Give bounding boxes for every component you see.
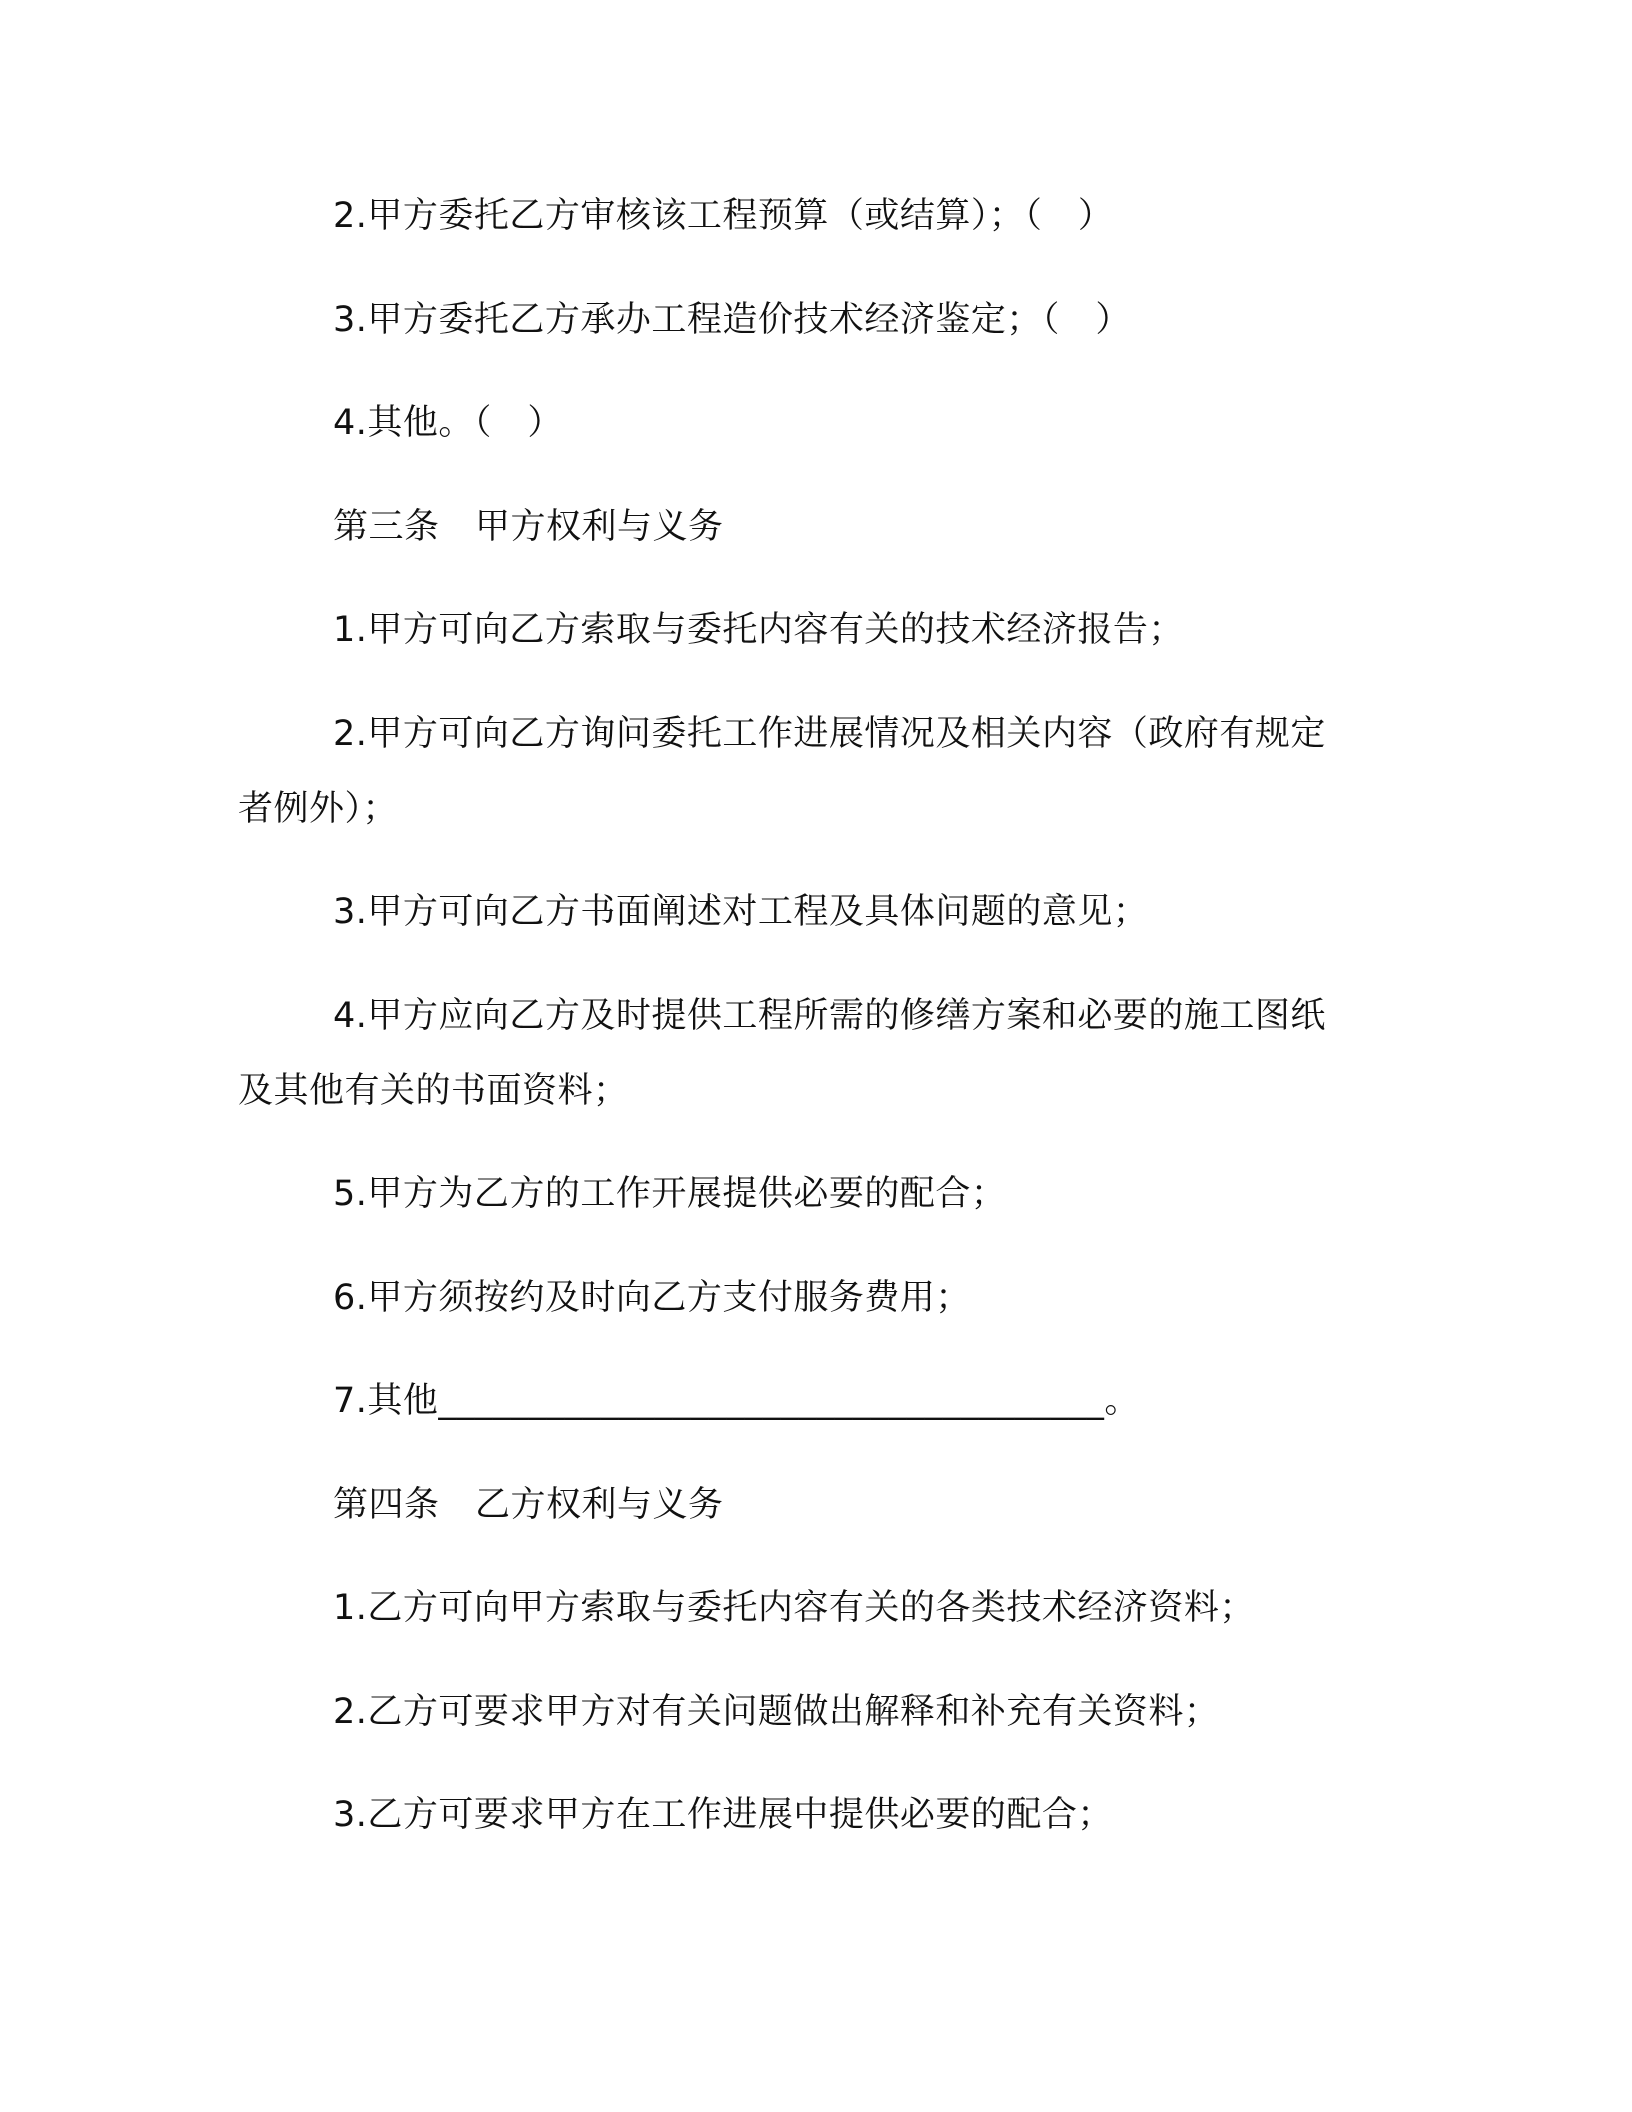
clause-item-4-other: 4.其他。（ ） bbox=[333, 403, 563, 443]
party-a-right-1: 1.甲方可向乙方索取与委托内容有关的技术经济报告； bbox=[333, 610, 1184, 650]
party-b-right-1: 1.乙方可向甲方索取与委托内容有关的各类技术经济资料； bbox=[333, 1588, 1255, 1628]
party-a-right-2-continued: 者例外）； bbox=[238, 789, 399, 829]
party-b-right-2: 2.乙方可要求甲方对有关问题做出解释和补充有关资料； bbox=[333, 1692, 1220, 1732]
article-3-heading: 第三条 甲方权利与义务 bbox=[333, 507, 724, 547]
clause-item-3-appraisal: 3.甲方委托乙方承办工程造价技术经济鉴定；（ ） bbox=[333, 300, 1131, 340]
party-b-right-3: 3.乙方可要求甲方在工作进展中提供必要的配合； bbox=[333, 1795, 1113, 1835]
party-a-duty-4: 4.甲方应向乙方及时提供工程所需的修缮方案和必要的施工图纸 bbox=[333, 996, 1326, 1036]
party-a-other-blank: 7.其他_____________________________________。 bbox=[333, 1381, 1140, 1421]
party-a-duty-6: 6.甲方须按约及时向乙方支付服务费用； bbox=[333, 1278, 971, 1318]
party-a-duty-5: 5.甲方为乙方的工作开展提供必要的配合； bbox=[333, 1174, 1007, 1214]
party-a-duty-4-continued: 及其他有关的书面资料； bbox=[238, 1071, 629, 1111]
article-4-heading: 第四条 乙方权利与义务 bbox=[333, 1485, 724, 1525]
party-a-right-3: 3.甲方可向乙方书面阐述对工程及具体问题的意见； bbox=[333, 892, 1149, 932]
party-a-right-2: 2.甲方可向乙方询问委托工作进展情况及相关内容（政府有规定 bbox=[333, 714, 1326, 754]
clause-item-2-review-budget: 2.甲方委托乙方审核该工程预算（或结算）；（ ） bbox=[333, 196, 1114, 236]
